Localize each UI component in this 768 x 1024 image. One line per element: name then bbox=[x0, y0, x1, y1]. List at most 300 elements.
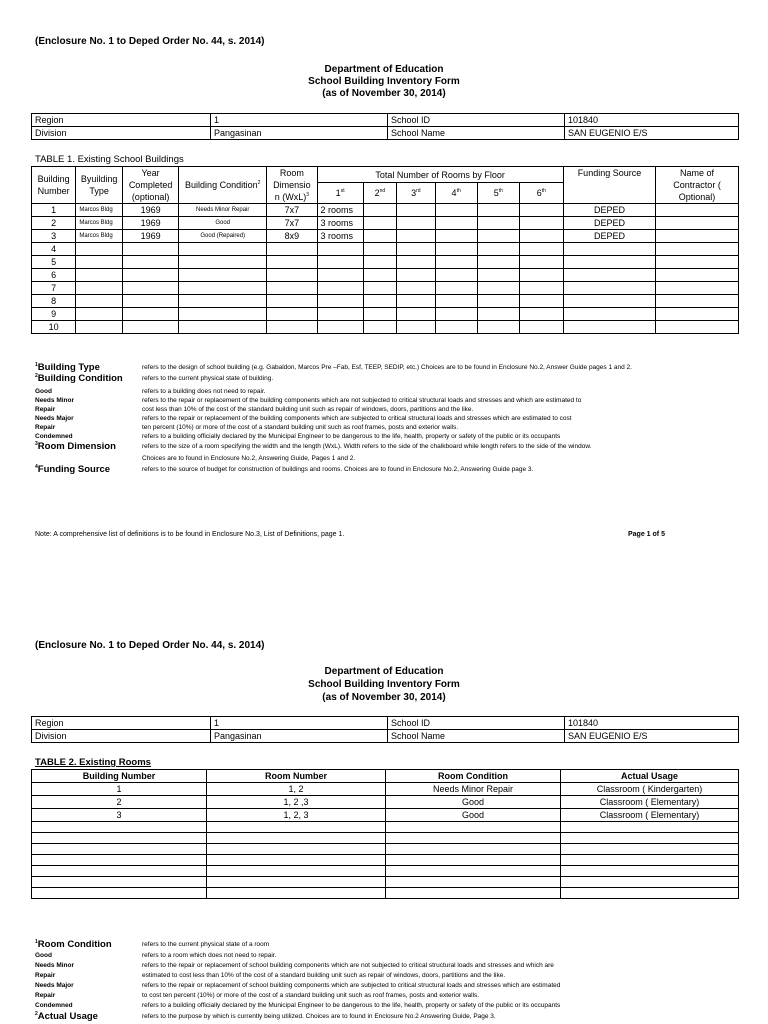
cell-floor-4 bbox=[435, 217, 477, 230]
school-name-label: School Name bbox=[388, 730, 565, 743]
footnote-definition: refers to the current physical state of building. bbox=[142, 375, 274, 382]
table-row bbox=[32, 809, 739, 822]
cell-floor-5 bbox=[477, 321, 519, 334]
department-title: Department of Education bbox=[324, 64, 444, 75]
cell-floor-6 bbox=[519, 204, 563, 217]
footnote-term-text: Actual Usage bbox=[37, 1011, 98, 1022]
footnote-term-text: Needs Major bbox=[35, 982, 74, 989]
table-row bbox=[32, 844, 739, 855]
cell-floor-1: 2 rooms bbox=[317, 204, 363, 217]
cell-floor-1 bbox=[317, 308, 363, 321]
cell-funding-source: DEPED bbox=[563, 204, 655, 217]
school-info-table-2 bbox=[31, 716, 739, 743]
cell-floor-1 bbox=[317, 269, 363, 282]
footnote-term bbox=[35, 374, 140, 383]
cell-room-dimension bbox=[267, 256, 317, 269]
footnote-marker: 3 bbox=[35, 440, 38, 447]
region-value: 1 bbox=[211, 717, 388, 730]
cell-floor-6 bbox=[519, 256, 563, 269]
cell-floor-3 bbox=[397, 217, 436, 230]
cell-year-completed: 1969 bbox=[122, 230, 178, 243]
cell-building-condition bbox=[179, 308, 267, 321]
table-row bbox=[32, 855, 739, 866]
footnote-term-text: Good bbox=[35, 952, 52, 959]
cell-floor-4 bbox=[435, 256, 477, 269]
cell-room-condition: Good bbox=[386, 809, 561, 822]
footnote-term-text: Good bbox=[35, 388, 52, 395]
division-label: Division bbox=[32, 730, 211, 743]
cell-contractor bbox=[656, 217, 739, 230]
footnote-marker: 1 bbox=[35, 361, 38, 368]
cell-floor-6 bbox=[519, 269, 563, 282]
definitions-note: Note: A comprehensive list of definitions is to be found in Enclosure No.3, List of Definitions, page 1. bbox=[35, 531, 345, 538]
cell-actual-usage bbox=[561, 822, 739, 833]
cell-contractor bbox=[656, 269, 739, 282]
cell-floor-6 bbox=[519, 308, 563, 321]
form-date: (as of November 30, 2014) bbox=[322, 88, 446, 99]
footnote-term-text: Condemned bbox=[35, 1002, 73, 1009]
cell-floor-2 bbox=[363, 243, 396, 256]
cell-actual-usage: Classroom ( Elementary) bbox=[561, 809, 739, 822]
cell-building-number: 4 bbox=[32, 243, 76, 256]
cell-room-dimension: 8x9 bbox=[267, 230, 317, 243]
table-row bbox=[32, 866, 739, 877]
footnote-item bbox=[35, 1012, 735, 1022]
cell-floor-4 bbox=[435, 230, 477, 243]
cell-floor-3 bbox=[397, 269, 436, 282]
header-floor-6: 6th bbox=[519, 183, 563, 204]
table-row bbox=[32, 888, 739, 899]
header-building-number: Building Number bbox=[32, 167, 76, 204]
cell-room-number bbox=[207, 844, 386, 855]
school-id-value: 101840 bbox=[565, 717, 739, 730]
cell-building-number: 8 bbox=[32, 295, 76, 308]
footnote-term bbox=[35, 465, 140, 474]
cell-floor-2 bbox=[363, 282, 396, 295]
cell-room-condition bbox=[386, 877, 561, 888]
cell-contractor bbox=[656, 230, 739, 243]
table-row bbox=[32, 877, 739, 888]
header-building-number-2: Building Number bbox=[32, 770, 207, 783]
cell-floor-4 bbox=[435, 269, 477, 282]
footnote-term bbox=[35, 363, 140, 372]
rooms-table bbox=[31, 769, 739, 899]
cell-floor-3 bbox=[397, 243, 436, 256]
cell-building-number bbox=[32, 888, 207, 899]
cell-room-condition bbox=[386, 888, 561, 899]
cell-room-condition bbox=[386, 866, 561, 877]
cell-contractor bbox=[656, 204, 739, 217]
cell-building-condition bbox=[179, 243, 267, 256]
cell-funding-source bbox=[563, 308, 655, 321]
footnote-item bbox=[35, 454, 735, 464]
cell-floor-5 bbox=[477, 217, 519, 230]
table2-caption: TABLE 2. Existing Rooms bbox=[35, 757, 151, 768]
header-building-condition: Building Condition$^2$ bbox=[179, 167, 267, 204]
cell-floor-3 bbox=[397, 282, 436, 295]
header-floor-3: 3rd bbox=[397, 183, 436, 204]
header-total-rooms: Total Number of Rooms by Floor bbox=[317, 167, 563, 183]
table-row bbox=[32, 783, 739, 796]
cell-building-condition bbox=[179, 269, 267, 282]
footnote-item bbox=[35, 981, 735, 991]
school-id-label: School ID bbox=[388, 717, 565, 730]
cell-building-number bbox=[32, 855, 207, 866]
buildings-table bbox=[31, 166, 739, 334]
footnote-item bbox=[35, 971, 735, 981]
footnote-term-text: Repair bbox=[35, 406, 56, 413]
cell-room-condition: Good bbox=[386, 796, 561, 809]
cell-building-number: 2 bbox=[32, 796, 207, 809]
cell-year-completed bbox=[122, 256, 178, 269]
header-contractor: Name of Contractor ( Optional) bbox=[656, 167, 739, 204]
cell-year-completed bbox=[122, 321, 178, 334]
cell-building-condition bbox=[179, 295, 267, 308]
footnote-item bbox=[35, 1001, 735, 1011]
footnote-definition: refers to a room which does not need to repair. bbox=[142, 952, 277, 959]
footnote-term bbox=[35, 396, 140, 405]
cell-actual-usage: Classroom ( Elementary) bbox=[561, 796, 739, 809]
cell-year-completed bbox=[122, 269, 178, 282]
footnote-item bbox=[35, 442, 735, 452]
footnote-definition: refers to a building does not need to repair. bbox=[142, 388, 266, 395]
footnote-term-text: Needs Minor bbox=[35, 962, 75, 969]
cell-building-type bbox=[76, 321, 123, 334]
cell-floor-3 bbox=[397, 256, 436, 269]
cell-funding-source bbox=[563, 282, 655, 295]
cell-building-type: Marcos Bldg bbox=[76, 217, 123, 230]
cell-building-type bbox=[76, 282, 123, 295]
cell-actual-usage bbox=[561, 844, 739, 855]
table-row bbox=[32, 796, 739, 809]
footnote-item bbox=[35, 961, 735, 971]
table-row bbox=[32, 269, 739, 282]
cell-building-type bbox=[76, 269, 123, 282]
footnote-item bbox=[35, 940, 735, 950]
cell-floor-1 bbox=[317, 295, 363, 308]
cell-building-condition bbox=[179, 321, 267, 334]
cell-building-number: 7 bbox=[32, 282, 76, 295]
footnote-item bbox=[35, 374, 735, 384]
enclosure-label: (Enclosure No. 1 to Deped Order No. 44, s. 2014) bbox=[35, 36, 265, 47]
footnote-definition: refers to the repair or replacement of school building components which are not subjected to critical structural loads and stresses and which are bbox=[142, 962, 554, 969]
footnote-definition: refers to the current physical state of a room bbox=[142, 941, 270, 948]
school-info-table bbox=[31, 113, 739, 140]
cell-floor-5 bbox=[477, 230, 519, 243]
footnote-term bbox=[35, 971, 140, 980]
school-name-label: School Name bbox=[388, 127, 565, 140]
footnote-term-text: Needs Minor bbox=[35, 397, 75, 404]
cell-funding-source bbox=[563, 269, 655, 282]
school-id-label: School ID bbox=[388, 114, 565, 127]
cell-floor-5 bbox=[477, 243, 519, 256]
footnote-term bbox=[35, 423, 140, 432]
cell-room-number bbox=[207, 888, 386, 899]
cell-building-condition: Good bbox=[179, 217, 267, 230]
cell-room-number bbox=[207, 866, 386, 877]
cell-floor-2 bbox=[363, 308, 396, 321]
cell-room-condition bbox=[386, 833, 561, 844]
footnote-definition: refers to the size of a room specifying the width and the length (WxL). Width refers to the side of the chalkboard while length refers to the side of the window. bbox=[142, 443, 592, 450]
cell-building-number bbox=[32, 822, 207, 833]
footnote-term bbox=[35, 1012, 140, 1021]
footnote-term bbox=[35, 432, 140, 441]
cell-year-completed bbox=[122, 308, 178, 321]
cell-room-condition bbox=[386, 844, 561, 855]
cell-building-type bbox=[76, 256, 123, 269]
cell-building-number: 9 bbox=[32, 308, 76, 321]
cell-building-number bbox=[32, 877, 207, 888]
cell-building-condition bbox=[179, 282, 267, 295]
header-floor-2: 2nd bbox=[363, 183, 396, 204]
cell-room-number bbox=[207, 833, 386, 844]
cell-funding-source bbox=[563, 256, 655, 269]
table-row bbox=[32, 308, 739, 321]
cell-year-completed bbox=[122, 282, 178, 295]
cell-floor-1 bbox=[317, 282, 363, 295]
division-value: Pangasinan bbox=[211, 127, 388, 140]
form-title-2: School Building Inventory Form bbox=[308, 679, 460, 690]
cell-year-completed bbox=[122, 295, 178, 308]
footnote-term-text: Room Condition bbox=[37, 939, 112, 950]
table-row bbox=[32, 217, 739, 230]
cell-funding-source bbox=[563, 321, 655, 334]
cell-floor-2 bbox=[363, 295, 396, 308]
cell-building-type: Marcos Bldg bbox=[76, 204, 123, 217]
cell-room-condition bbox=[386, 855, 561, 866]
footnote-term bbox=[35, 940, 140, 949]
table-row bbox=[32, 256, 739, 269]
cell-building-number: 2 bbox=[32, 217, 76, 230]
cell-room-number: 1, 2 bbox=[207, 783, 386, 796]
cell-building-number: 3 bbox=[32, 809, 207, 822]
cell-building-number: 1 bbox=[32, 783, 207, 796]
cell-floor-3 bbox=[397, 295, 436, 308]
cell-actual-usage bbox=[561, 855, 739, 866]
table1-caption: TABLE 1. Existing School Buildings bbox=[35, 154, 184, 165]
cell-contractor bbox=[656, 308, 739, 321]
header-building-type: Byuilding Type bbox=[76, 167, 123, 204]
division-value: Pangasinan bbox=[211, 730, 388, 743]
table-row bbox=[32, 822, 739, 833]
cell-room-dimension bbox=[267, 243, 317, 256]
footnote-term bbox=[35, 442, 140, 451]
footnote-item bbox=[35, 991, 735, 1001]
cell-room-dimension bbox=[267, 321, 317, 334]
footnote-term bbox=[35, 387, 140, 396]
cell-floor-4 bbox=[435, 321, 477, 334]
cell-floor-4 bbox=[435, 295, 477, 308]
footnote-definition: refers to a building officially declared by the Municipal Engineer to be dangerous to the life, health, property or safety of the public or its occupants bbox=[142, 433, 561, 440]
region-label: Region bbox=[32, 114, 211, 127]
footnote-term-text: Condemned bbox=[35, 433, 73, 440]
footnote-term-text: Building Condition bbox=[37, 373, 123, 384]
cell-floor-1 bbox=[317, 256, 363, 269]
cell-floor-1 bbox=[317, 243, 363, 256]
cell-building-number: 3 bbox=[32, 230, 76, 243]
cell-funding-source: DEPED bbox=[563, 217, 655, 230]
footnote-term-text: Funding Source bbox=[37, 464, 111, 475]
table-row bbox=[32, 243, 739, 256]
cell-floor-4 bbox=[435, 243, 477, 256]
header-floor-1: 1st bbox=[317, 183, 363, 204]
cell-building-number: 10 bbox=[32, 321, 76, 334]
cell-funding-source bbox=[563, 243, 655, 256]
cell-room-number bbox=[207, 877, 386, 888]
footnote-definition: refers to the repair or replacement of the building components which are subjected to critical structural loads and stresses which are estimated to cost bbox=[142, 415, 572, 422]
cell-floor-1 bbox=[317, 321, 363, 334]
cell-actual-usage bbox=[561, 877, 739, 888]
cell-room-condition bbox=[386, 822, 561, 833]
cell-contractor bbox=[656, 243, 739, 256]
cell-building-type bbox=[76, 295, 123, 308]
footnote-item bbox=[35, 465, 735, 475]
cell-floor-2 bbox=[363, 230, 396, 243]
header-actual-usage: Actual Usage bbox=[561, 770, 739, 783]
footnote-item bbox=[35, 432, 735, 442]
cell-building-condition: Needs Minor Repair bbox=[179, 204, 267, 217]
cell-floor-5 bbox=[477, 295, 519, 308]
table-row bbox=[32, 204, 739, 217]
cell-floor-5 bbox=[477, 282, 519, 295]
table-row bbox=[32, 833, 739, 844]
cell-contractor bbox=[656, 295, 739, 308]
cell-actual-usage: Classroom ( Kindergarten) bbox=[561, 783, 739, 796]
header-room-dimension: Room Dimensio n (WxL)$^3$ bbox=[267, 167, 317, 204]
footnote-term-text: Room Dimension bbox=[37, 441, 116, 452]
footnote-definition: refers to the repair or replacement of school building components which are subjected to critical structural loads and stresses which are estimated bbox=[142, 982, 561, 989]
cell-floor-4 bbox=[435, 308, 477, 321]
footnote-marker: 2 bbox=[35, 372, 38, 379]
page-number: Page 1 of 5 bbox=[628, 531, 665, 538]
footnote-term bbox=[35, 1001, 140, 1010]
cell-building-condition: Good (Repaired) bbox=[179, 230, 267, 243]
footnote-item bbox=[35, 951, 735, 961]
footnote-term bbox=[35, 951, 140, 960]
cell-floor-6 bbox=[519, 217, 563, 230]
cell-contractor bbox=[656, 321, 739, 334]
footnote-definition: refers to a building officially declared by the Municipal Engineer to be dangerous to the life, health, property or safety of the public or its occupants bbox=[142, 1002, 561, 1009]
cell-building-number: 6 bbox=[32, 269, 76, 282]
table-row bbox=[32, 230, 739, 243]
table-row bbox=[32, 295, 739, 308]
footnote-definition: ten percent (10%) or more of the cost of a standard building unit such as roof frames, posts and exterior walls. bbox=[142, 424, 459, 431]
cell-building-number: 5 bbox=[32, 256, 76, 269]
header-year-completed: Year Completed (optional) bbox=[122, 167, 178, 204]
footnote-definition: Choices are to found in Enclosure No.2, Answering Guide, Pages 1 and 2. bbox=[142, 455, 356, 462]
cell-room-number bbox=[207, 855, 386, 866]
footnote-definition: to cost ten percent (10%) or more of the cost of a standard building unit such as roof frames, posts and exterior walls. bbox=[142, 992, 480, 999]
enclosure-label-2: (Enclosure No. 1 to Deped Order No. 44, s. 2014) bbox=[35, 640, 265, 651]
cell-room-condition: Needs Minor Repair bbox=[386, 783, 561, 796]
region-label: Region bbox=[32, 717, 211, 730]
header-floor-5: 5th bbox=[477, 183, 519, 204]
footnote-term bbox=[35, 981, 140, 990]
cell-year-completed: 1969 bbox=[122, 217, 178, 230]
cell-floor-4 bbox=[435, 204, 477, 217]
cell-actual-usage bbox=[561, 833, 739, 844]
cell-floor-2 bbox=[363, 321, 396, 334]
footnote-term bbox=[35, 405, 140, 414]
region-value: 1 bbox=[211, 114, 388, 127]
cell-floor-5 bbox=[477, 308, 519, 321]
cell-building-number bbox=[32, 844, 207, 855]
cell-funding-source: DEPED bbox=[563, 230, 655, 243]
footnote-item bbox=[35, 363, 735, 373]
cell-floor-6 bbox=[519, 321, 563, 334]
cell-building-type bbox=[76, 308, 123, 321]
school-name-value: SAN EUGENIO E/S bbox=[565, 127, 739, 140]
cell-funding-source bbox=[563, 295, 655, 308]
header-floor-4: 4th bbox=[435, 183, 477, 204]
cell-floor-2 bbox=[363, 269, 396, 282]
cell-actual-usage bbox=[561, 888, 739, 899]
cell-floor-2 bbox=[363, 204, 396, 217]
cell-floor-1: 3 rooms bbox=[317, 217, 363, 230]
footnote-definition: estimated to cost less than 10% of the cost of a standard building unit such as repair of windows, doors, partitions and the like. bbox=[142, 972, 506, 979]
cell-actual-usage bbox=[561, 866, 739, 877]
cell-building-number bbox=[32, 833, 207, 844]
footnote-term bbox=[35, 414, 140, 423]
cell-floor-6 bbox=[519, 243, 563, 256]
header-funding-source: Funding Source bbox=[563, 167, 655, 204]
cell-floor-3 bbox=[397, 204, 436, 217]
cell-floor-1: 3 rooms bbox=[317, 230, 363, 243]
footnote-term-text: Repair bbox=[35, 992, 56, 999]
school-name-value: SAN EUGENIO E/S bbox=[565, 730, 739, 743]
header-room-number: Room Number bbox=[207, 770, 386, 783]
footnote-term bbox=[35, 991, 140, 1000]
form-title: School Building Inventory Form bbox=[308, 76, 460, 87]
table-row bbox=[32, 321, 739, 334]
cell-floor-5 bbox=[477, 256, 519, 269]
department-title-2: Department of Education bbox=[324, 666, 444, 677]
cell-floor-3 bbox=[397, 308, 436, 321]
cell-room-dimension bbox=[267, 295, 317, 308]
cell-room-number: 1, 2 ,3 bbox=[207, 796, 386, 809]
cell-room-dimension bbox=[267, 282, 317, 295]
form-date-2: (as of November 30, 2014) bbox=[322, 692, 446, 703]
footnote-definition: refers to the design of school building (e.g. Gabaldon, Marcos Pre –Fab, Esf, TEEP, SEDIP, etc.) Choices are to be found in Enclosure No.2, Answer Guide pages 1 and 2. bbox=[142, 364, 632, 371]
cell-contractor bbox=[656, 256, 739, 269]
cell-floor-2 bbox=[363, 256, 396, 269]
cell-floor-6 bbox=[519, 282, 563, 295]
cell-floor-3 bbox=[397, 230, 436, 243]
footnote-term-text: Repair bbox=[35, 972, 56, 979]
footnote-definition: cost less than 10% of the cost of the standard building unit such as repair of windows, doors, partitions and the like. bbox=[142, 406, 474, 413]
footnote-marker: 2 bbox=[35, 1010, 38, 1017]
cell-year-completed: 1969 bbox=[122, 204, 178, 217]
footnote-definition: refers to the source of budget for construction of buildings and rooms. Choices are to found in Enclosure No.2, Answering Guide page 3. bbox=[142, 466, 534, 473]
header-room-condition: Room Condition bbox=[386, 770, 561, 783]
cell-floor-4 bbox=[435, 282, 477, 295]
division-label: Division bbox=[32, 127, 211, 140]
cell-floor-2 bbox=[363, 217, 396, 230]
cell-building-number: 1 bbox=[32, 204, 76, 217]
cell-room-dimension bbox=[267, 308, 317, 321]
cell-building-condition bbox=[179, 256, 267, 269]
footnote-marker: 1 bbox=[35, 938, 38, 945]
school-id-value: 101840 bbox=[565, 114, 739, 127]
cell-floor-5 bbox=[477, 269, 519, 282]
cell-room-number bbox=[207, 822, 386, 833]
cell-floor-6 bbox=[519, 295, 563, 308]
cell-room-dimension: 7x7 bbox=[267, 217, 317, 230]
cell-year-completed bbox=[122, 243, 178, 256]
footnote-term-text: Needs Major bbox=[35, 415, 74, 422]
cell-building-type: Marcos Bldg bbox=[76, 230, 123, 243]
cell-floor-3 bbox=[397, 321, 436, 334]
